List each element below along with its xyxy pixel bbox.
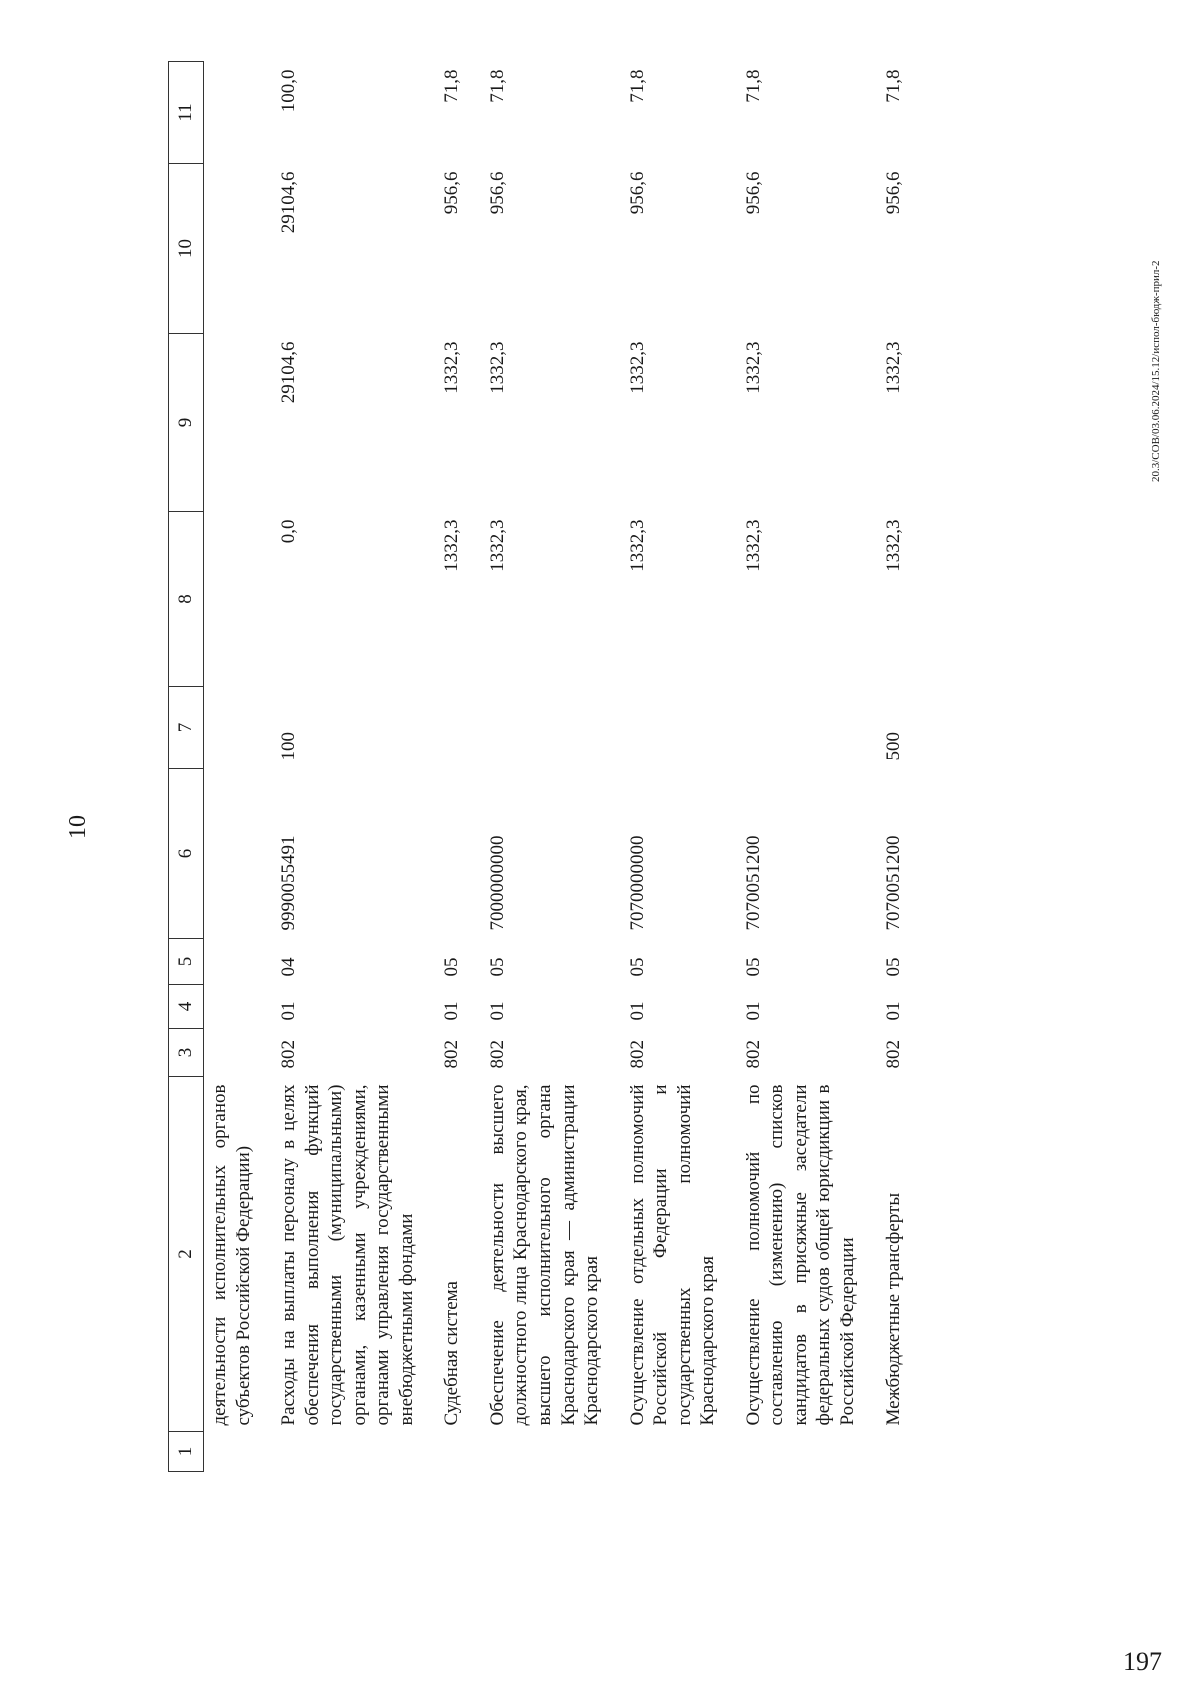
executed-amount-cell: 956,6 — [882, 171, 904, 215]
expense-type-cell: 100 — [278, 732, 300, 761]
table-body — [204, 62, 924, 1472]
approved-amount-cell: 1332,3 — [742, 519, 764, 572]
execution-percent-cell: 71,8 — [486, 69, 508, 103]
row-number-cell — [436, 1432, 482, 1472]
target-article-cell — [204, 769, 274, 939]
table-row — [204, 62, 274, 1472]
column-header: 1 — [169, 1432, 204, 1472]
updated-amount-cell: 1332,3 — [626, 341, 648, 394]
column-header: 3 — [169, 1029, 204, 1077]
table-row — [738, 62, 878, 1472]
column-header: 2 — [169, 1077, 204, 1432]
executed-amount-cell: 956,6 — [441, 171, 463, 215]
approved-amount-cell: 1332,3 — [441, 519, 463, 572]
section-code-cell: 01 — [882, 1001, 904, 1021]
target-article-cell: 7070051200 — [882, 835, 904, 931]
approved-amount-cell: 1332,3 — [626, 519, 648, 572]
expense-name-cell: Осуществление отдельных полномочий Российской Федерации и государственных полномочий Краснодарского края — [626, 1084, 719, 1426]
budget-execution-table — [168, 61, 923, 1472]
expense-name-cell: Судебная система — [441, 1281, 463, 1426]
target-article-cell — [436, 769, 482, 939]
footer-reference-code: 20.3/СОВ/03.06.2024/15.12/испол-бюдж-прил-2 — [1150, 260, 1162, 482]
expense-type-cell — [622, 687, 738, 769]
updated-amount-cell: 29104,6 — [278, 341, 300, 404]
approved-amount-cell — [204, 512, 274, 687]
table-row — [622, 62, 738, 1472]
executed-amount-cell — [204, 164, 274, 334]
target-article-cell: 7070051200 — [742, 835, 764, 931]
execution-percent-cell: 100,0 — [278, 69, 300, 113]
table-row — [482, 62, 622, 1472]
ministry-code-cell: 802 — [278, 1040, 300, 1069]
updated-amount-cell: 1332,3 — [486, 341, 508, 394]
row-number-cell — [878, 1432, 924, 1472]
updated-amount-cell: 1332,3 — [441, 341, 463, 394]
table-row — [878, 62, 924, 1472]
row-number-cell — [738, 1432, 878, 1472]
column-header: 5 — [169, 939, 204, 985]
subsection-code-cell: 04 — [278, 957, 300, 977]
section-code-cell: 01 — [626, 1001, 648, 1021]
ministry-code-cell — [204, 1029, 274, 1077]
page-number: 10 — [65, 815, 91, 839]
expense-type-cell — [204, 687, 274, 769]
column-header: 4 — [169, 985, 204, 1029]
header-row — [169, 62, 204, 1472]
column-header: 7 — [169, 687, 204, 769]
sheet-number: 197 — [1123, 1647, 1162, 1676]
table-header — [169, 62, 204, 1472]
approved-amount-cell: 1332,3 — [882, 519, 904, 572]
row-number-cell — [622, 1432, 738, 1472]
subsection-code-cell — [204, 939, 274, 985]
expense-name-cell: Межбюджетные трансферты — [882, 1192, 904, 1426]
target-article-cell: 7000000000 — [486, 835, 508, 931]
subsection-code-cell: 05 — [626, 957, 648, 977]
row-number-cell — [482, 1432, 622, 1472]
approved-amount-cell: 0,0 — [278, 519, 300, 544]
row-number-cell — [204, 1432, 274, 1472]
executed-amount-cell: 956,6 — [486, 171, 508, 215]
updated-amount-cell: 1332,3 — [742, 341, 764, 394]
column-header: 8 — [169, 512, 204, 687]
updated-amount-cell: 1332,3 — [882, 341, 904, 394]
expense-name-cell: деятельности исполнительных органов субъектов Российской Федерации) — [209, 1084, 254, 1426]
expense-name-cell: Осуществление полномочий по составлению (изменению) списков кандидатов в присяжные заседатели федеральных судов общей юрисдикции в Российской Федерации — [742, 1084, 859, 1426]
updated-amount-cell — [204, 334, 274, 512]
ministry-code-cell: 802 — [742, 1040, 764, 1069]
section-code-cell — [204, 985, 274, 1029]
executed-amount-cell: 29104,6 — [278, 171, 300, 234]
execution-percent-cell: 71,8 — [441, 69, 463, 103]
target-article-cell: 7070000000 — [626, 835, 648, 931]
expense-name-cell: Обеспечение деятельности высшего должностного лица Краснодарского края, высшего исполнительного органа Краснодарского края — администрации Краснодарского края — [486, 1084, 603, 1426]
subsection-code-cell: 05 — [882, 957, 904, 977]
execution-percent-cell: 71,8 — [626, 69, 648, 103]
column-header: 9 — [169, 334, 204, 512]
section-code-cell: 01 — [742, 1001, 764, 1021]
row-number-cell — [273, 1432, 436, 1472]
section-code-cell: 01 — [278, 1001, 300, 1021]
expense-type-cell — [738, 687, 878, 769]
column-header: 6 — [169, 769, 204, 939]
table-row — [436, 62, 482, 1472]
expense-type-cell — [482, 687, 622, 769]
column-header: 11 — [169, 62, 204, 164]
expense-type-cell: 500 — [882, 732, 904, 761]
subsection-code-cell: 05 — [486, 957, 508, 977]
subsection-code-cell: 05 — [742, 957, 764, 977]
executed-amount-cell: 956,6 — [626, 171, 648, 215]
subsection-code-cell: 05 — [441, 957, 463, 977]
expense-name-cell: Расходы на выплаты персоналу в целях обеспечения выполнения функций государственными (муниципальными) органами, казенными учреждениями, органами управления государственными внебюджетными фондами — [278, 1084, 417, 1426]
ministry-code-cell: 802 — [882, 1040, 904, 1069]
expense-type-cell — [436, 687, 482, 769]
ministry-code-cell: 802 — [626, 1040, 648, 1069]
ministry-code-cell: 802 — [486, 1040, 508, 1069]
section-code-cell: 01 — [486, 1001, 508, 1021]
executed-amount-cell: 956,6 — [742, 171, 764, 215]
section-code-cell: 01 — [441, 1001, 463, 1021]
execution-percent-cell — [204, 62, 274, 164]
approved-amount-cell: 1332,3 — [486, 519, 508, 572]
execution-percent-cell: 71,8 — [742, 69, 764, 103]
ministry-code-cell: 802 — [441, 1040, 463, 1069]
column-header: 10 — [169, 164, 204, 334]
execution-percent-cell: 71,8 — [882, 69, 904, 103]
table-row — [273, 62, 436, 1472]
target-article-cell: 9990055491 — [278, 835, 300, 931]
